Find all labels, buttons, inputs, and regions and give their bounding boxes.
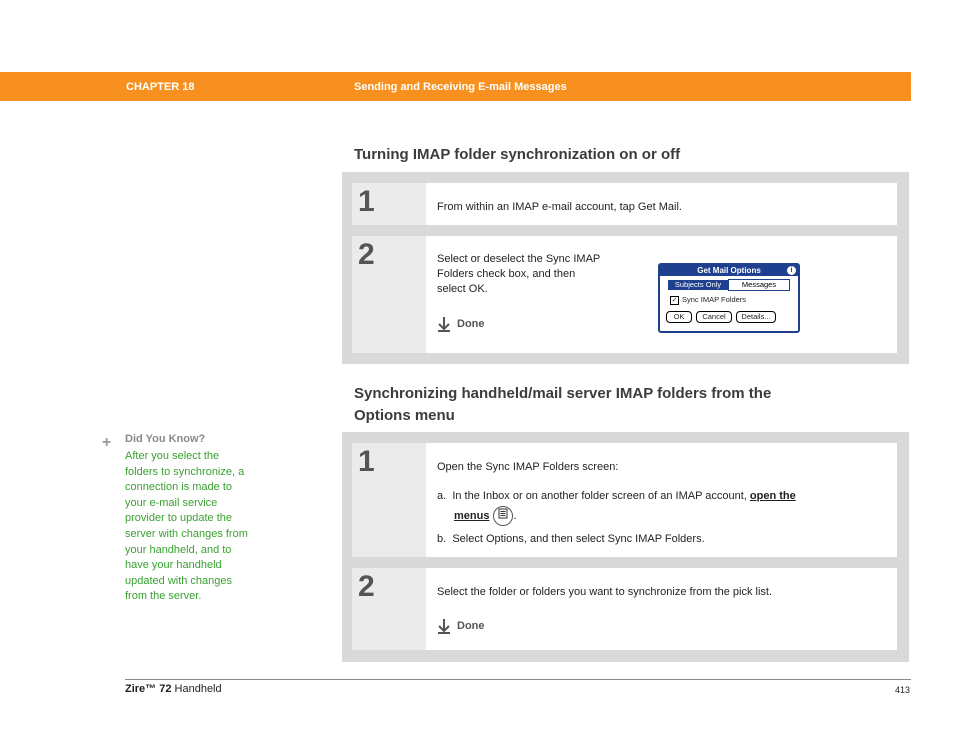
substep-text: In the Inbox or on another folder screen of an IMAP account, (452, 490, 747, 502)
sync-imap-label: Sync IMAP Folders (682, 295, 747, 304)
page-number: 413 (895, 685, 911, 695)
step-number-cell (352, 443, 426, 557)
step-number: 2 (358, 570, 375, 603)
step-number-cell (352, 236, 426, 353)
tip-line: connection is made to (125, 481, 233, 494)
tip-line: your handheld, and to (125, 543, 232, 556)
details-button: Details... (736, 311, 776, 323)
dialog-title: Get Mail Options (660, 265, 798, 276)
ok-button: OK (666, 311, 692, 323)
done-marker (437, 316, 485, 332)
footer-divider (125, 679, 911, 680)
step-number-cell (352, 568, 426, 650)
product-name: Zire™ 72 (125, 683, 172, 695)
tip-line: After you select the (125, 450, 220, 462)
done-arrow-icon (437, 316, 451, 332)
substep-a-continued (454, 506, 517, 526)
info-icon: i (787, 266, 796, 275)
product-suffix: Handheld (171, 683, 222, 695)
step-text: Select the folder or folders you want to synchronize from the pick list. (437, 586, 773, 598)
substep-prefix: a. (437, 490, 447, 502)
step-intro: Open the Sync IMAP Folders screen: (437, 461, 619, 473)
substep-prefix: b. (437, 533, 447, 545)
footer-product (125, 683, 222, 695)
tip-line: provider to update the (125, 512, 233, 525)
step-2 (352, 568, 897, 650)
substep-end: . (513, 509, 517, 522)
step-text-line: select OK. (437, 283, 488, 295)
steps-panel-2 (342, 432, 909, 662)
step-1 (352, 183, 897, 225)
section-title-imap-toggle: Turning IMAP folder synchronization on or off (354, 146, 681, 163)
tip-line: from the server. (125, 590, 202, 603)
step-number: 2 (358, 238, 375, 271)
done-arrow-icon (437, 618, 451, 634)
plus-icon: + (102, 434, 112, 451)
step-number: 1 (358, 185, 375, 218)
done-marker (437, 618, 485, 634)
step-text-line: Select or deselect the Sync IMAP (437, 253, 601, 265)
step-2 (352, 236, 897, 353)
step-text: From within an IMAP e-mail account, tap Get Mail. (437, 201, 682, 213)
open-the-menus-link[interactable] (750, 490, 796, 502)
subjects-only-tab: Subjects Only (668, 280, 728, 290)
substep-text: Select Options, and then select Sync IMAP Folders. (452, 533, 705, 545)
section-title-line: Options menu (354, 407, 455, 424)
messages-tab: Messages (728, 279, 790, 291)
tip-line: server with changes from (125, 527, 248, 540)
menu-glyph-icon (497, 507, 509, 519)
menus-link[interactable]: menus (454, 509, 490, 522)
step-number-cell (352, 183, 426, 225)
step-text-line: Folders check box, and then (437, 268, 576, 280)
tip-line: folders to synchronize, a (125, 465, 245, 478)
cancel-button: Cancel (696, 311, 732, 323)
step-text (437, 252, 637, 297)
tip-line: have your handheld (125, 559, 222, 572)
substep-a (437, 489, 877, 504)
section-title-line: Synchronizing handheld/mail server IMAP folders from the (354, 385, 772, 402)
sync-imap-checkbox: ✓ (671, 297, 678, 304)
step-1 (352, 443, 897, 557)
steps-panel-1 (342, 172, 909, 364)
done-label: Done (457, 318, 485, 330)
substep-b (437, 532, 705, 547)
did-you-know-body (125, 449, 275, 605)
get-mail-options-dialog (658, 263, 800, 333)
chapter-number: CHAPTER 18 (126, 81, 195, 93)
tip-line: your e-mail service (125, 496, 218, 509)
chapter-title: Sending and Receiving E-mail Messages (354, 81, 567, 93)
did-you-know-title: Did You Know? (125, 433, 206, 445)
step-number: 1 (358, 445, 375, 478)
section-title-options-menu (354, 383, 771, 427)
link-text: open the (749, 490, 796, 502)
menu-icon (493, 506, 513, 526)
done-label: Done (457, 620, 485, 632)
tip-line: updated with changes (125, 574, 233, 587)
